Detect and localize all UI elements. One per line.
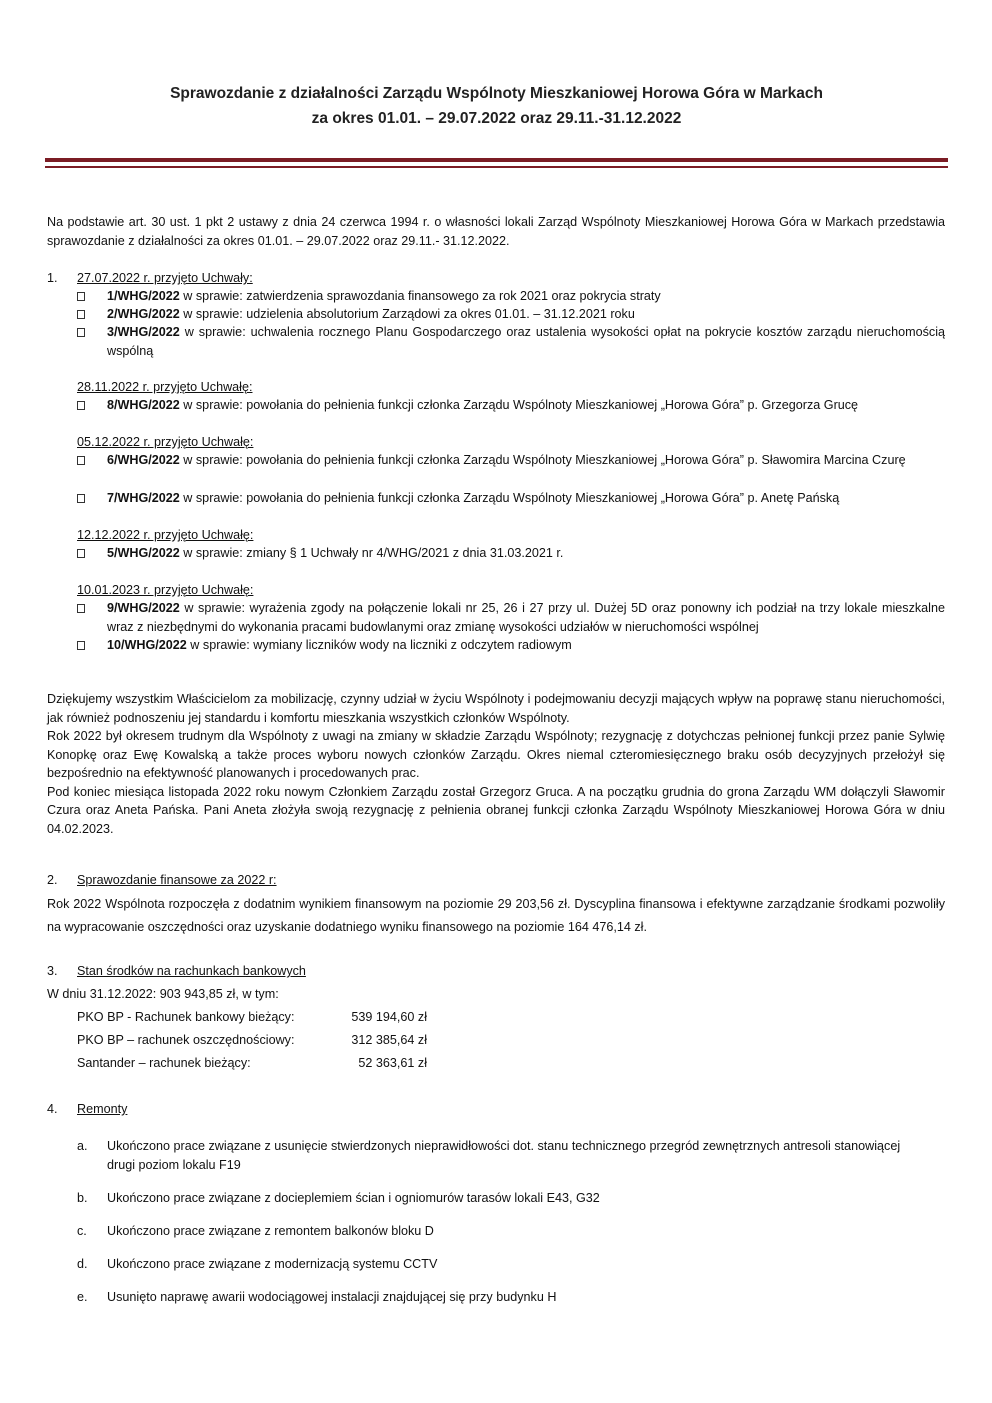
bullet-box-icon (77, 451, 107, 470)
bullet-box-icon (77, 287, 107, 306)
resolution-item (77, 323, 945, 360)
resolution-code: 6/WHG/2022 (107, 453, 180, 467)
resolution-item (77, 636, 945, 655)
group-heading: 10.01.2023 r. przyjęto Uchwałę: (77, 583, 254, 597)
resolution-code: 2/WHG/2022 (107, 307, 180, 321)
repair-text: Ukończono prace związane z docieplemiem ścian i ogniomurów tarasów lokali E43, G32 (107, 1191, 600, 1205)
account-row (77, 1031, 427, 1050)
financial-paragraph: Rok 2022 Wspólnota rozpoczęła z dodatnim wynikiem finansowym na poziomie 29 203,56 zł. Dyscyplina finansowa i efektywne zarządzanie środkami pozwoliły na wypracowanie oszczędności oraz uzyskanie dodatniego wyniku finansowego na poziomie 164 476,14 zł. (47, 897, 945, 934)
resolution-text: w sprawie: zatwierdzenia sprawozdania finansowego za rok 2021 oraz pokrycia straty (179, 289, 661, 303)
account-balance: 312 385,64 zł (351, 1033, 427, 1047)
resolution-text: w sprawie: powołania do pełnienia funkcji członka Zarządu Wspólnoty Mieszkaniowej „Horowa Góra” p. Anetę Pańską (179, 491, 840, 505)
section-3-number: 3. (47, 964, 58, 978)
resolution-code: 3/WHG/2022 (107, 325, 180, 339)
resolution-item (77, 287, 945, 306)
account-row (77, 1008, 427, 1027)
resolution-code: 5/WHG/2022 (107, 546, 180, 560)
resolution-text: w sprawie: udzielenia absolutorium Zarządowi za okres 01.01. – 31.12.2021 roku (179, 307, 635, 321)
resolution-code: 7/WHG/2022 (107, 491, 180, 505)
section-1-number: 1. (47, 271, 58, 285)
header-rule-thin (45, 166, 948, 168)
resolution-code: 8/WHG/2022 (107, 398, 180, 412)
report-period: za okres 01.01. – 29.07.2022 oraz 29.11.-31.12.2022 (311, 110, 682, 127)
repair-letter: b. (77, 1191, 88, 1205)
repair-letter: e. (77, 1290, 88, 1304)
group-heading: 05.12.2022 r. przyjęto Uchwałę: (77, 435, 254, 449)
resolution-item (77, 599, 945, 636)
group-heading: 28.11.2022 r. przyjęto Uchwałę: (77, 380, 253, 394)
section-3-heading: Stan środków na rachunkach bankowych (77, 964, 306, 978)
bullet-box-icon (77, 544, 107, 563)
resolution-item (77, 451, 945, 470)
bullet-box-icon (77, 396, 107, 415)
resolution-item (77, 489, 945, 508)
header-rule-thick (45, 158, 948, 162)
report-title: Sprawozdanie z działalności Zarządu Wspólnoty Mieszkaniowej Horowa Góra w Markach (170, 85, 823, 102)
bullet-box-icon (77, 323, 107, 360)
group-heading: 12.12.2022 r. przyjęto Uchwałę: (77, 528, 254, 542)
repair-letter: c. (77, 1224, 87, 1238)
repair-text: Ukończono prace związane z usunięcie stwierdzonych nieprawidłowości dot. stanu technicznego przegród zewnętrznych antresoli stanowiącej drugi poziom lokalu F19 (107, 1139, 901, 1172)
account-balance: 52 363,61 zł (358, 1056, 427, 1070)
bullet-box-icon (77, 489, 107, 508)
section-4-number: 4. (47, 1102, 58, 1116)
repair-text: Usunięto naprawę awarii wodociągowej instalacji znajdującej się przy budynku H (107, 1290, 557, 1304)
thanks-section (47, 690, 945, 838)
repair-letter: a. (77, 1139, 88, 1153)
resolution-text: w sprawie: uchwalenia rocznego Planu Gospodarczego oraz ustalenia wysokości opłat na pokrycie kosztów zarządu nieruchomością wspólną (107, 325, 945, 358)
account-name: Santander – rachunek bieżący: (77, 1056, 251, 1070)
resolution-text: w sprawie: wyrażenia zgody na połączenie lokali nr 25, 26 i 27 przy ul. Dużej 5D oraz ponowny ich podział na trzy lokale mieszkalne wraz z niezbędnymi do wykonania pracami budowlanymi oraz zmianę wysokości udziałów w nieruchomości wspólnej (107, 601, 945, 634)
bullet-box-icon (77, 305, 107, 324)
bullet-box-icon (77, 599, 107, 636)
account-name: PKO BP - Rachunek bankowy bieżący: (77, 1010, 295, 1024)
repair-item (77, 1222, 907, 1241)
resolution-item (77, 396, 945, 415)
repair-text: Ukończono prace związane z remontem balkonów bloku D (107, 1224, 434, 1238)
intro-paragraph: Na podstawie art. 30 ust. 1 pkt 2 ustawy z dnia 24 czerwca 1994 r. o własności lokali Zarząd Wspólnoty Mieszkaniowej Horowa Góra w Markach przedstawia sprawozdanie z działalności za okres 01.01. – 29.07.2022 oraz 29.11.- 31.12.2022. (47, 215, 945, 248)
resolution-text: w sprawie: powołania do pełnienia funkcji członka Zarządu Wspólnoty Mieszkaniowej „Horowa Góra” p. Sławomira Marcina Czurę (179, 453, 906, 467)
resolution-item (77, 305, 945, 324)
account-balance: 539 194,60 zł (351, 1010, 427, 1024)
section-2-heading: Sprawozdanie finansowe za 2022 r: (77, 873, 277, 887)
resolution-text: w sprawie: zmiany § 1 Uchwały nr 4/WHG/2021 z dnia 31.03.2021 r. (179, 546, 564, 560)
repair-item (77, 1137, 907, 1174)
thanks-paragraph: Rok 2022 był okresem trudnym dla Wspólnoty z uwagi na zmiany w składzie Zarządu Wspólnoty; rezygnację z dotychczas pełnionej funkcji przez panie Sylwię Konopkę oraz Ewę Kowalską a także proces wyboru nowych członków Zarządu. Okres niemal czteromiesięcznego braku osób decyzyjnych przełożył się bezpośrednio na efektywność planowanych i procedowanych prac. (47, 729, 945, 780)
bullet-box-icon (77, 636, 107, 655)
resolution-code: 10/WHG/2022 (107, 638, 187, 652)
repair-item (77, 1255, 907, 1274)
repair-text: Ukończono prace związane z modernizacją systemu CCTV (107, 1257, 438, 1271)
account-name: PKO BP – rachunek oszczędnościowy: (77, 1033, 295, 1047)
group-heading: 27.07.2022 r. przyjęto Uchwały: (77, 271, 253, 285)
thanks-paragraph: Pod koniec miesiąca listopada 2022 roku nowym Członkiem Zarządu został Grzegorz Gruca. A na początku grudnia do grona Zarządu WM dołączyli Sławomir Czura oraz Aneta Pańska. Pani Aneta złożyła swoją rezygnację z pełnienia obranej funkcji członka Zarządu Wspólnoty Mieszkaniowej Horowa Góra w dniu 04.02.2023. (47, 784, 945, 836)
resolution-item (77, 544, 945, 563)
resolution-text: w sprawie: wymiany liczników wody na liczniki z odczytem radiowym (186, 638, 572, 652)
thanks-paragraph: Dziękujemy wszystkim Właścicielom za mobilizację, czynny udział w życiu Wspólnoty i podejmowaniu decyzji mających wpływ na poprawę stanu nieruchomości, jak również podnoszeniu jej standardu i komfortu mieszkania wszystkich członków Wspólnoty. (47, 692, 945, 725)
balance-summary: W dniu 31.12.2022: 903 943,85 zł, w tym: (47, 987, 279, 1001)
resolution-text: w sprawie: powołania do pełnienia funkcji członka Zarządu Wspólnoty Mieszkaniowej „Horowa Góra” p. Grzegorza Grucę (179, 398, 859, 412)
repair-item (77, 1288, 907, 1307)
account-row (77, 1054, 427, 1073)
section-4-heading: Remonty (77, 1102, 128, 1116)
resolution-code: 9/WHG/2022 (107, 601, 180, 615)
section-2-number: 2. (47, 873, 58, 887)
repair-item (77, 1189, 907, 1208)
resolution-code: 1/WHG/2022 (107, 289, 180, 303)
repair-letter: d. (77, 1257, 88, 1271)
